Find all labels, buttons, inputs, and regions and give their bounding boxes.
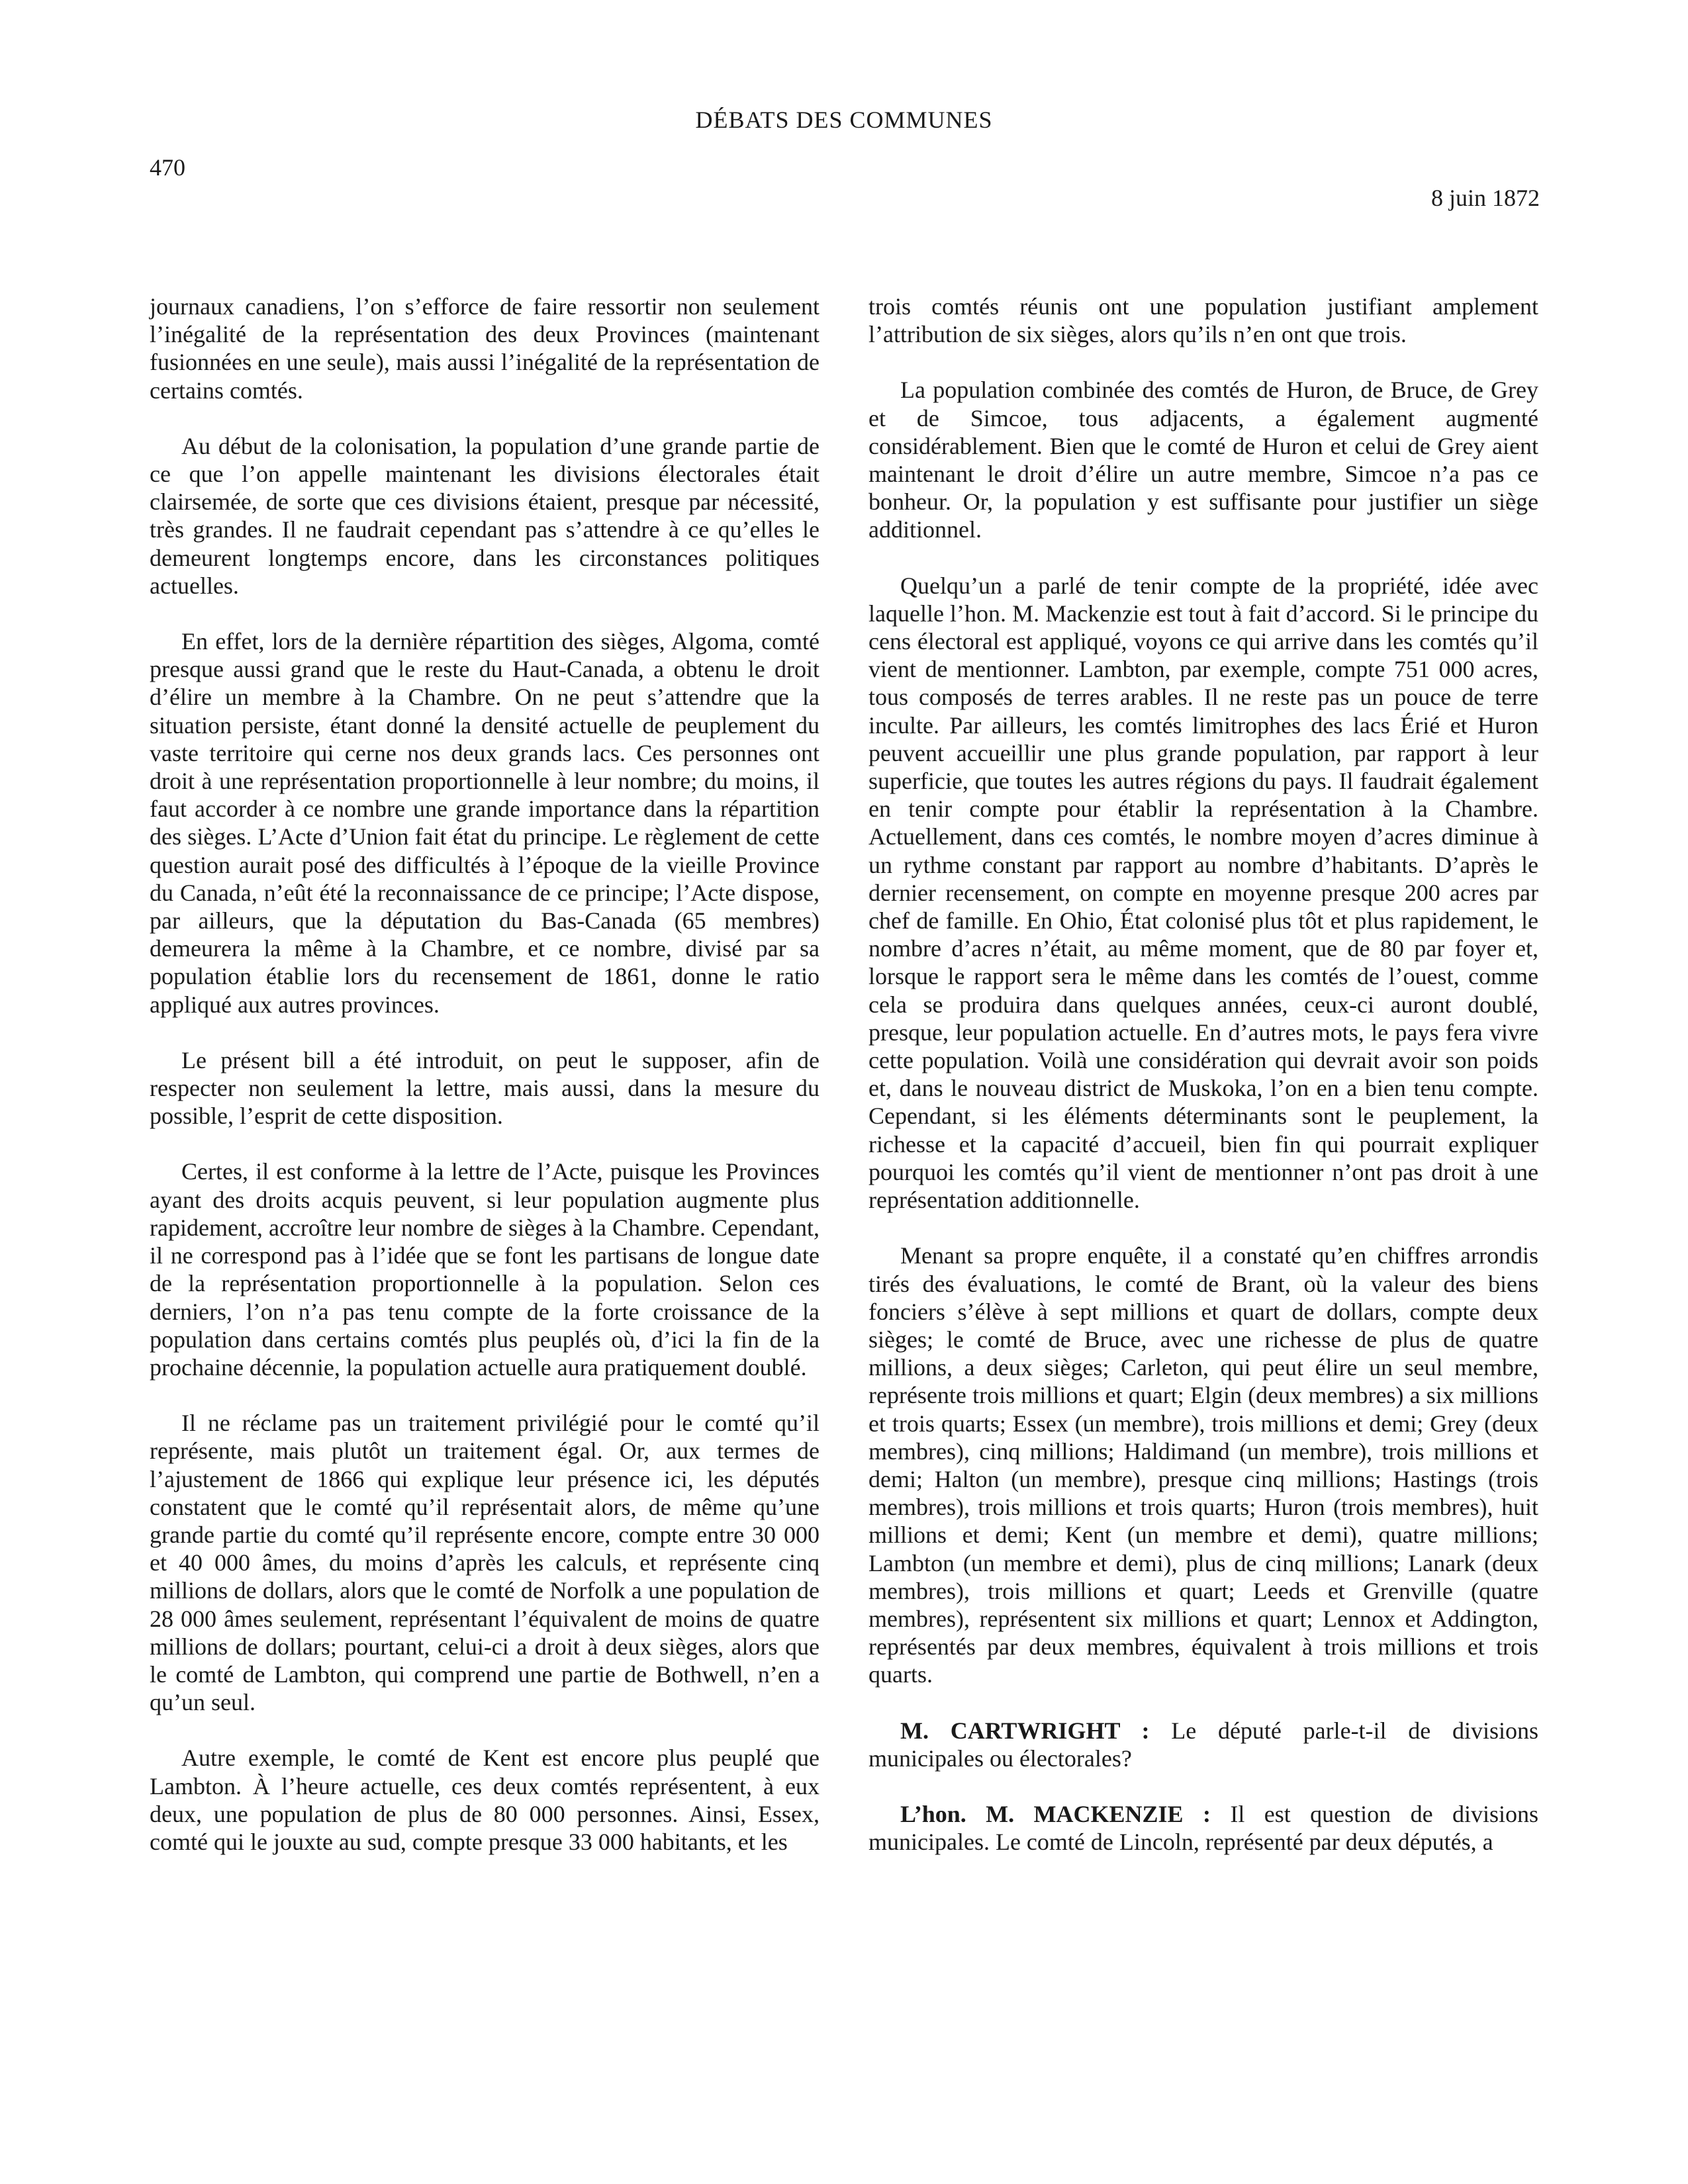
left-column — [150, 293, 820, 1884]
paragraph: Il ne réclame pas un traitement privilégié pour le comté qu’il représente, mais plutôt un traitement égal. Or, aux termes de l’ajustement de 1866 qui explique leur présence ici, les députés constatent que le comté qu’il représentait alors, de même qu’une grande partie du comté qu’il représente encore, compte entre 30 000 et 40 000 âmes, du moins d’après les calculs, et représente cinq millions de dollars, alors que le comté de Norfolk a une population de 28 000 âmes seulement, représentant l’équivalent de moins de quatre millions de dollars; pourtant, celui-ci a droit à deux sièges, alors que le comté de Lambton, qui comprend une partie de Bothwell, n’en a qu’un seul. — [150, 1410, 820, 1716]
running-head: DÉBATS DES COMMUNES — [695, 107, 993, 133]
speech-text: Le député parle-t-il de divisions municipales ou électorales? — [868, 1717, 1538, 1772]
speech-cartwright — [868, 1717, 1538, 1772]
paragraph: En effet, lors de la dernière répartition des sièges, Algoma, comté presque aussi grand que le reste du Haut-Canada, a obtenu le droit d’élire un membre à la Chambre. On ne peut s’attendre que la situation persiste, étant donné la densité actuelle de peuplement du vaste territoire qui cerne nos deux grands lacs. Ces personnes ont droit à une représentation proportionnelle à leur nombre; du moins, il faut accorder à ce nombre une grande importance dans la répartition des sièges. L’Acte d’Union fait état du principe. Le règlement de cette question aurait posé des difficultés à l’époque de la vieille Province du Canada, n’eût été la reconnaissance de ce principe; l’Acte dispose, par ailleurs, que la députation du Bas-Canada (65 membres) demeurera la même à la Chambre, et ce nombre, divisé par sa population établie lors du recensement de 1861, donne le ratio appliqué aux autres provinces. — [150, 628, 820, 1018]
speech-mackenzie — [868, 1800, 1538, 1856]
paragraph: journaux canadiens, l’on s’efforce de faire ressortir non seulement l’inégalité de la représentation des deux Provinces (maintenant fusionnées en une seule), mais aussi l’inégalité de la représentation de certains comtés. — [150, 293, 820, 404]
paragraph: Au début de la colonisation, la population d’une grande partie de ce que l’on appelle maintenant les divisions électorales était clairsemée, de sorte que ces divisions étaient, presque par nécessité, très grandes. Il ne faudrait cependant pas s’attendre à ce qu’elles le demeurent longtemps encore, dans les circonstances politiques actuelles. — [150, 432, 820, 599]
page-number: 470 — [150, 154, 185, 181]
paragraph: Quelqu’un a parlé de tenir compte de la propriété, idée avec laquelle l’hon. M. Mackenzie est tout à fait d’accord. Si le principe du cens électoral est appliqué, voyons ce qui arrive dans les comtés qu’il vient de mentionner. Lambton, par exemple, compte 751 000 acres, tous composés de terres arables. Il ne reste pas un pouce de terre inculte. Par ailleurs, les comtés limitrophes des lacs Érié et Huron peuvent accueillir une plus grande population, par rapport à leur superficie, que toutes les autres régions du pays. Il faudrait également en tenir compte pour établir la représentation à la Chambre. Actuellement, dans ces comtés, le nombre moyen d’acres diminue à un rythme constant par rapport au nombre d’habitants. D’après le dernier recensement, on compte en moyenne presque 200 acres par chef de famille. En Ohio, État colonisé plus tôt et plus rapidement, le nombre d’acres n’était, au même moment, que de 80 par foyer et, lorsque le rapport sera le même dans les comtés de l’ouest, comme cela se produira dans quelques années, ceux-ci auront doublé, presque, leur population actuelle. En d’autres mots, le pays fera vivre cette population. Voilà une considération qui devrait avoir son poids et, dans le nouveau district de Muskoka, l’on en a bien tenu compte. Cependant, si les éléments déterminants sont le peuplement, la richesse et la capacité d’accueil, bien fin qui pourrait expliquer pourquoi les comtés qu’il vient de mentionner n’ont pas droit à une représentation additionnelle. — [868, 572, 1538, 1214]
paragraph: Menant sa propre enquête, il a constaté qu’en chiffres arrondis tirés des évaluations, le comté de Brant, où la valeur des biens fonciers s’élève à sept millions et quart de dollars, compte deux sièges; le comté de Bruce, avec une richesse de plus de quatre millions, a deux sièges; Carleton, qui peut élire un seul membre, représente trois millions et quart; Elgin (deux membres) a six millions et trois quarts; Essex (un membre), trois millions et demi; Grey (deux membres), cinq millions; Haldimand (un membre), trois millions et demi; Halton (un membre), presque cinq millions; Hastings (trois membres), trois millions et trois quarts; Huron (trois membres), huit millions et demi; Kent (un membre et demi), quatre millions; Lambton (un membre et demi), plus de cinq millions; Lanark (deux membres), trois millions et quart; Leeds et Grenville (quatre membres), représentent six millions et quart; Lennox et Addington, représentés par deux membres, équivalent à trois millions et trois quarts. — [868, 1242, 1538, 1688]
paragraph: La population combinée des comtés de Huron, de Bruce, de Grey et de Simcoe, tous adjacents, a également augmenté considérablement. Bien que le comté de Huron et celui de Grey aient maintenant le droit d’élire un autre membre, Simcoe n’a pas ce bonheur. Or, la population y est suffisante pour justifier un siège additionnel. — [868, 377, 1538, 543]
paragraph: Le présent bill a été introduit, on peut le supposer, afin de respecter non seulement la lettre, mais aussi, dans la mesure du possible, l’esprit de cette disposition. — [150, 1046, 820, 1130]
paragraph: Autre exemple, le comté de Kent est encore plus peuplé que Lambton. À l’heure actuelle, ces deux comtés représentent, à eux deux, une population de plus de 80 000 personnes. Ainsi, Essex, comté qui le jouxte au sud, compte presque 33 000 habitants, et les — [150, 1745, 820, 1855]
paragraph: Certes, il est conforme à la lettre de l’Acte, puisque les Provinces ayant des droits acquis peuvent, si leur population augmente plus rapidement, accroître leur nombre de sièges à la Chambre. Cependant, il ne correspond pas à l’idée que se font les partisans de longue date de la représentation proportionnelle à la population. Selon ces derniers, l’on n’a pas tenu compte de la forte croissance de la population dans certains comtés plus peuplés où, d’ici la fin de la prochaine décennie, la population actuelle aura pratiquement doublé. — [150, 1158, 820, 1381]
speaker-name: L’hon. M. MACKENZIE : — [900, 1800, 1211, 1827]
speaker-name: M. CARTWRIGHT : — [900, 1717, 1150, 1744]
page-date: 8 juin 1872 — [1430, 185, 1540, 211]
right-column — [868, 293, 1538, 1884]
speech-text: Il est question de divisions municipales. Le comté de Lincoln, représenté par deux députés, a — [868, 1800, 1538, 1856]
paragraph: trois comtés réunis ont une population justifiant amplement l’attribution de six sièges, alors qu’ils n’en ont que trois. — [868, 293, 1538, 348]
